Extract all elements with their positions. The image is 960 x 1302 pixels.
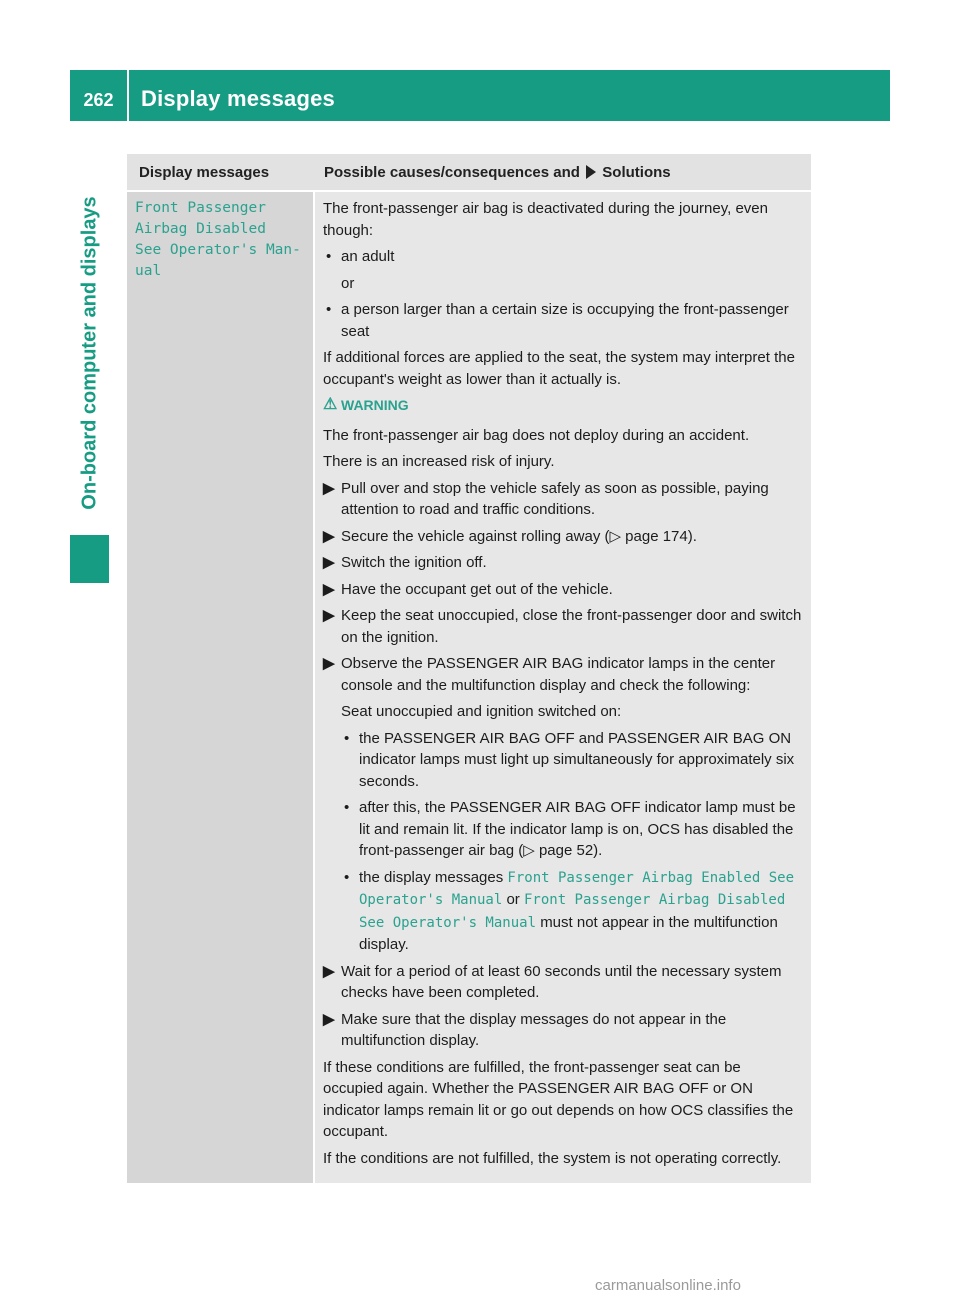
step-arrow-icon: ▶	[323, 527, 335, 545]
watermark: carmanualsonline.info	[595, 1277, 741, 1294]
step-item	[323, 1009, 803, 1052]
section-label: On-board computer and displays	[78, 196, 101, 510]
page-number: 262	[83, 90, 114, 110]
paragraph: Seat unoccupied and ignition switched on:	[341, 703, 622, 720]
warning-icon: ⚠	[323, 396, 338, 413]
display-message-reference: Front Passenger Airbag Enabled See Operator's Manual	[359, 869, 794, 908]
step-text: Observe the PASSENGER AIR BAG indicator lamps in the center console and the multifunction display and check the following:	[341, 655, 776, 694]
bullet-item: • an adult	[323, 246, 803, 268]
paragraph: There is an increased risk of injury.	[323, 453, 555, 470]
header-divider	[127, 70, 129, 121]
paragraph: If additional forces are applied to the seat, the system may interpret the occupant's weight as lower than it actually is.	[323, 349, 795, 388]
step-item	[323, 526, 803, 548]
display-message-reference: Front Passenger Airbag Disabled See Operator's Manual	[359, 892, 786, 931]
bullet-item: • a person larger than a certain size is occupying the front-passenger seat	[323, 299, 803, 342]
table-header-row	[127, 154, 811, 190]
step-item	[323, 961, 803, 1004]
step-arrow-icon: ▶	[323, 554, 335, 571]
step-text: Switch the ignition off.	[341, 554, 487, 571]
messages-table	[127, 154, 811, 1183]
paragraph: The front-passenger air bag does not deploy during an accident.	[323, 426, 750, 444]
step-text: Make sure that the display messages do not appear in the multifunction display.	[341, 1010, 727, 1049]
paragraph: The front-passenger air bag is deactivated during the journey, even though:	[323, 200, 768, 239]
check-text: or	[506, 891, 520, 908]
warning-heading	[323, 395, 803, 417]
check-item[interactable]: • after this, the PASSENGER AIR BAG OFF indicator lamp must be lit and remain lit. If the indicator lamp is on, OCS has disabled the front-passenger air bag (▷ page 52).	[323, 797, 803, 862]
page-title: Display messages	[141, 86, 335, 111]
message-line: Airbag Disabled	[135, 221, 266, 237]
message-line: See Operator's Man‐	[135, 242, 301, 258]
step-item	[323, 653, 803, 696]
message-line: Front Passenger	[135, 200, 266, 216]
paragraph: If these conditions are fulfilled, the front-passenger seat can be occupied again. Whether the PASSENGER AIR BAG OFF or ON indicator lamps remain lit or go out depends on how OCS classifies the occupant.	[323, 1058, 794, 1140]
paragraph: or	[341, 274, 355, 292]
check-text: must not appear in the multifunction display.	[359, 913, 778, 953]
paragraph: If the conditions are not fulfilled, the system is not operating correctly.	[323, 1149, 782, 1167]
check-text: the display messages	[359, 868, 504, 886]
check-item: • the PASSENGER AIR BAG OFF and PASSENGER AIR BAG ON indicator lamps must light up simultaneously for approximately six seconds.	[323, 728, 803, 793]
step-text[interactable]: Secure the vehicle against rolling away (▷ page 174).	[341, 527, 697, 545]
step-item	[323, 478, 803, 521]
solutions-body	[323, 198, 803, 1174]
step-text: Keep the seat unoccupied, close the front-passenger door and switch on the ignition.	[341, 607, 802, 646]
arrow-right-icon	[586, 165, 596, 179]
column-header-display-messages: Display messages	[139, 164, 270, 181]
step-text: Have the occupant get out of the vehicle.	[341, 580, 613, 598]
solutions-cell	[315, 192, 811, 1183]
display-message	[135, 198, 311, 282]
step-arrow-icon: ▶	[323, 1010, 335, 1028]
step-arrow-icon: ▶	[323, 479, 335, 497]
step-arrow-icon: ▶	[323, 580, 335, 598]
step-item	[323, 552, 803, 574]
column-header-text: Solutions	[602, 164, 671, 181]
step-text: Wait for a period of at least 60 seconds until the necessary system checks have been completed.	[341, 962, 782, 1001]
section-marker	[70, 535, 109, 583]
message-line: ual	[135, 263, 162, 279]
check-item	[323, 867, 803, 956]
column-header-text: Possible causes/consequences and	[324, 164, 580, 181]
column-header-causes-solutions	[324, 164, 671, 181]
step-arrow-icon: ▶	[323, 962, 335, 980]
message-cell	[127, 192, 313, 1183]
step-text: Pull over and stop the vehicle safely as soon as possible, paying attention to road and traffic conditions.	[341, 479, 769, 518]
warning-label: WARNING	[341, 397, 409, 413]
step-arrow-icon: ▶	[323, 655, 335, 672]
step-arrow-icon: ▶	[323, 607, 335, 624]
step-item	[323, 605, 803, 648]
step-item	[323, 579, 803, 601]
